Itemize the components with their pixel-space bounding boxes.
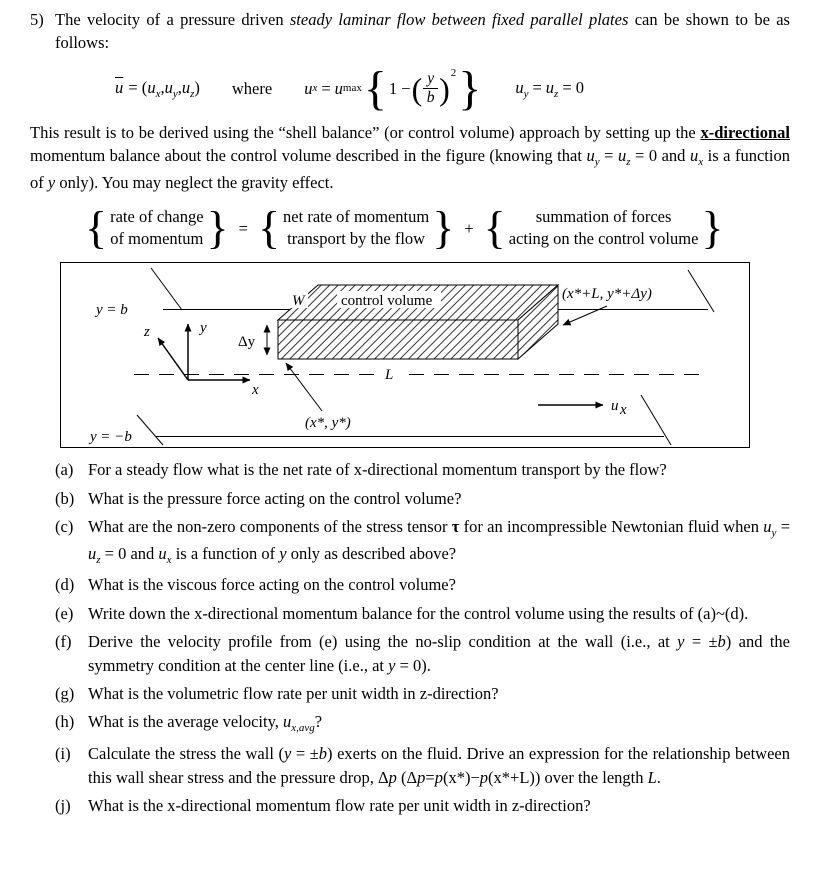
balance-term-rate-of-change	[85, 202, 229, 254]
question-text: What is the x-directional momentum flow rate per unit width in z-direction?	[88, 795, 591, 815]
open-brace: {	[363, 61, 387, 115]
open-paren: (	[411, 70, 423, 107]
question-item-a	[55, 458, 790, 481]
velocity-equation-row	[114, 61, 790, 117]
balance-line: summation of forces	[535, 207, 672, 227]
question-text: For a steady flow what is the net rate of x-directional momentum transport by the flow?	[88, 460, 667, 480]
label-y-eq-b: y = b	[96, 302, 128, 319]
question-text: What are the non-zero components of the stress tensor τ for an incompressible Newtonian fluid when $u_y = u_z = 0$ and $u_x$ is a function of y only as described above?	[88, 517, 790, 566]
label-x-axis: x	[252, 382, 259, 399]
derivation-paragraph: This result is to be derived using the “shell balance” (or control volume) approach by setting up the x-directional momentum balance about the control volume described in the figure (knowing that $u_y = u_z = 0$ and $u_x$ is a function of y only). You may neglect the gravity effect.	[30, 122, 790, 192]
question-item-i	[55, 742, 790, 789]
question-item-h	[55, 710, 790, 737]
label-ux: u	[611, 398, 619, 415]
fraction-denominator: b	[426, 89, 435, 107]
u-y: u	[515, 77, 524, 97]
label-control-volume: control volume	[341, 293, 433, 310]
balance-line: net rate of momentum	[283, 207, 430, 227]
max-superscript: max	[342, 82, 362, 95]
question-label: (d)	[55, 575, 75, 595]
u-y: u	[164, 77, 173, 97]
label-centerline-L: L	[385, 367, 394, 384]
balance-line: of momentum	[110, 229, 204, 249]
control-volume-front-face	[278, 320, 518, 359]
balance-line: rate of change	[110, 207, 204, 227]
question-label: (f)	[55, 632, 72, 652]
comma: ,	[160, 77, 165, 97]
close-brace: }	[206, 202, 229, 254]
y-over-b-fraction	[423, 71, 438, 107]
question-item-e	[55, 602, 790, 625]
questions-list	[30, 458, 790, 817]
question-text: What is the pressure force acting on the control volume?	[88, 488, 462, 508]
u-x: u	[147, 77, 156, 97]
balance-term-forces	[484, 202, 724, 254]
control-volume-figure	[60, 262, 750, 448]
question-item-c	[55, 515, 790, 568]
u-z: u	[545, 77, 555, 97]
sub-y: y	[172, 87, 178, 100]
sub-z: z	[190, 87, 195, 100]
open-brace: {	[85, 202, 108, 254]
equals-sign: =	[238, 218, 248, 238]
question-item-d	[55, 573, 790, 596]
equals-zero: = 0	[562, 77, 584, 97]
equals-open-paren: = (	[124, 77, 148, 97]
close-brace: }	[432, 202, 455, 254]
close-brace: }	[458, 61, 482, 115]
question-text: What is the viscous force acting on the control volume?	[88, 575, 456, 595]
balance-line: acting on the control volume	[508, 229, 699, 249]
label-y-eq-neg-b: y = −b	[90, 429, 132, 446]
sub-x: x	[155, 87, 161, 100]
label-delta-y: Δy	[238, 334, 256, 351]
balance-term-lines	[506, 206, 702, 251]
label-corner-top-right: (x*+L, y*+Δy)	[562, 286, 652, 303]
u-max-base: u	[334, 79, 343, 99]
question-label: (a)	[55, 460, 74, 480]
u-bar: $\overline{u}$	[115, 77, 124, 97]
question-label: (j)	[55, 795, 71, 815]
problem-intro: The velocity of a pressure driven steady laminar flow between fixed parallel plates can be shown to be as follows:	[55, 10, 790, 53]
question-label: (e)	[55, 603, 74, 623]
label-z-axis: z	[144, 324, 150, 341]
problem-number: 5)	[30, 10, 44, 29]
velocity-vector-expression	[114, 76, 200, 103]
label-width-w: W	[292, 293, 305, 310]
u-x: u	[304, 79, 313, 99]
question-label: (i)	[55, 744, 71, 764]
question-label: (h)	[55, 712, 75, 732]
sub-z: z	[554, 87, 559, 100]
question-text: What is the volumetric flow rate per unit width in z-direction?	[88, 684, 499, 704]
question-item-g	[55, 682, 790, 705]
problem-header	[30, 8, 790, 55]
label-corner-bottom-left: (x*, y*)	[305, 415, 351, 432]
sub-x: x	[312, 82, 318, 95]
close-brace: }	[701, 202, 724, 254]
equals-sign: =	[532, 77, 542, 97]
question-text: Calculate the stress the wall (y = ±b) exerts on the fluid. Drive an expression for the relationship between this wall shear stress and the pressure drop, Δp (Δp=p(x*)−p(x*+L)) over the length L.	[88, 744, 790, 787]
where-label: where	[231, 79, 273, 99]
open-brace: {	[257, 202, 281, 254]
equals-sign: =	[321, 79, 331, 99]
question-text: Derive the velocity profile from (e) using the no-slip condition at the wall (i.e., at y = ±b) and the symmetry condition at the center line (i.e., at y = 0).	[88, 632, 790, 675]
squared-exponent: 2	[450, 66, 457, 79]
balance-term-net-transport	[258, 202, 454, 254]
question-label: (g)	[55, 684, 75, 704]
label-ux-sub: x	[620, 402, 627, 419]
question-text: What is the average velocity, $u_{x,avg}$?	[88, 712, 323, 735]
one-minus: 1 −	[388, 79, 411, 99]
comma: ,	[177, 77, 182, 97]
close-paren: )	[439, 70, 450, 107]
balance-term-lines	[107, 206, 206, 251]
question-item-b	[55, 487, 790, 510]
question-item-f	[55, 630, 790, 677]
question-label: (b)	[55, 488, 75, 508]
uy-uz-zero-expression	[515, 76, 588, 103]
question-item-j	[55, 794, 790, 817]
label-y-axis: y	[200, 320, 207, 337]
balance-term-lines	[280, 206, 432, 251]
plus-sign: +	[464, 218, 474, 238]
momentum-balance-equation	[85, 202, 790, 254]
u-z: u	[181, 77, 191, 97]
open-brace: {	[483, 202, 506, 254]
question-label: (c)	[55, 517, 74, 537]
ux-profile-expression	[304, 61, 483, 117]
fraction-numerator: y	[423, 71, 438, 89]
sub-y: y	[523, 87, 529, 100]
balance-line: transport by the flow	[287, 229, 426, 249]
close-paren: )	[194, 77, 200, 97]
question-text: Write down the x-directional momentum balance for the control volume using the results of (a)~(d).	[88, 603, 749, 623]
